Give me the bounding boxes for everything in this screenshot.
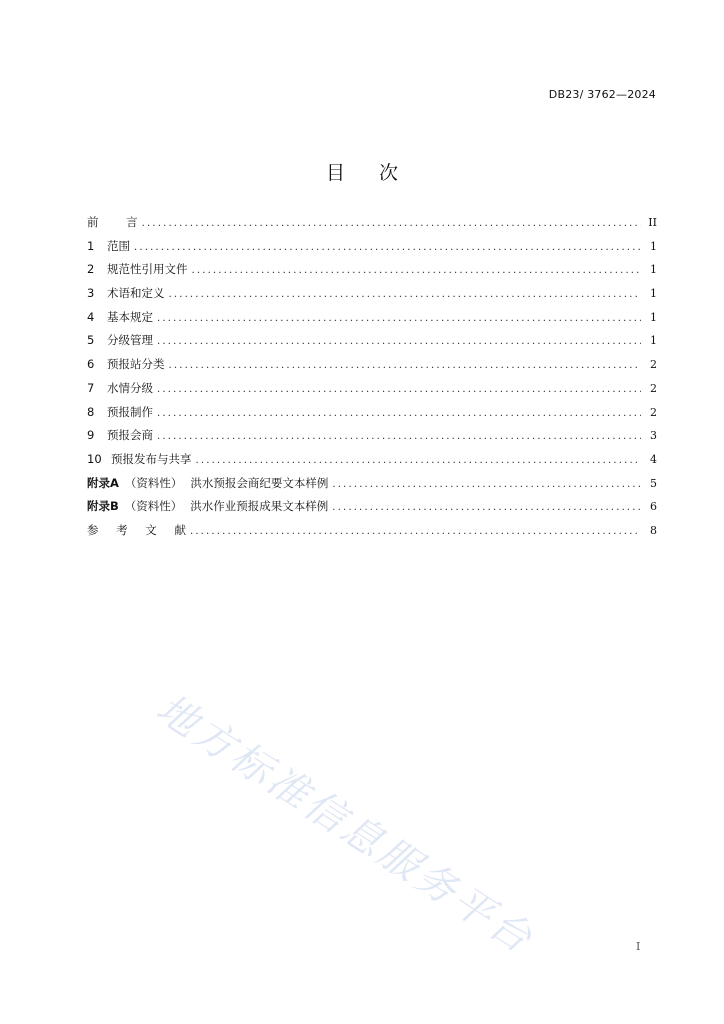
- toc-entry-9[interactable]: [87, 427, 657, 451]
- toc-entry-6[interactable]: [87, 356, 657, 380]
- dot-leader: [142, 218, 641, 229]
- dot-leader: [157, 313, 641, 324]
- dot-leader: [157, 384, 641, 395]
- dot-leader: [169, 289, 642, 300]
- toc-entry-7[interactable]: [87, 380, 657, 404]
- toc-title-char-1: 目: [325, 162, 345, 184]
- toc-entry-number: 5: [87, 333, 95, 348]
- toc-entry-label: 预报会商: [107, 428, 153, 443]
- toc-entry-number: 8: [87, 404, 95, 419]
- dot-leader: [190, 526, 641, 537]
- document-code: DB23/ 3762—2024: [548, 88, 656, 101]
- toc-entry-label: 规范性引用文件: [107, 262, 188, 277]
- toc-page-number: 4: [650, 452, 657, 466]
- toc-entry-label: 预报制作: [107, 404, 153, 419]
- dot-leader: [157, 336, 641, 347]
- toc-entry-number: 3: [87, 286, 95, 301]
- toc-entry-label: 基本规定: [107, 309, 153, 324]
- toc-page-number: 5: [650, 476, 657, 490]
- page-number: I: [636, 940, 641, 953]
- dot-leader: [169, 360, 642, 371]
- toc-entry-8[interactable]: [87, 404, 657, 428]
- toc-entry-label: 预报发布与共享: [111, 451, 192, 466]
- toc-page-number: 8: [650, 523, 657, 537]
- toc-entry-1[interactable]: [87, 238, 657, 262]
- dot-leader: [157, 408, 641, 419]
- toc-entry-label: 参 考 文 献: [87, 522, 186, 537]
- toc-entry-2[interactable]: [87, 261, 657, 285]
- annex-type: （资料性）: [124, 475, 183, 490]
- dot-leader: [332, 479, 641, 490]
- toc-page-number: 2: [650, 381, 657, 395]
- watermark: 地方标准信息服务平台: [148, 685, 543, 964]
- dot-leader: [134, 242, 641, 253]
- toc-page-number: 3: [650, 429, 657, 443]
- toc-entry-4[interactable]: [87, 309, 657, 333]
- annex-title: 洪水作业预报成果文本样例: [190, 499, 329, 514]
- toc-page-number: 1: [650, 287, 657, 301]
- dot-leader: [157, 431, 641, 442]
- annex-label: 附录B: [87, 499, 119, 514]
- toc-entry-foreword[interactable]: [87, 214, 657, 238]
- toc-entry-5[interactable]: [87, 332, 657, 356]
- dot-leader: [332, 502, 641, 513]
- toc-entry-number: 9: [87, 428, 95, 443]
- toc-entry-references[interactable]: [87, 522, 657, 546]
- dot-leader: [196, 455, 642, 466]
- toc-title-char-2: 次: [379, 162, 399, 184]
- toc-entry-10[interactable]: [87, 451, 657, 475]
- toc-entry-annex-a[interactable]: [87, 475, 657, 499]
- toc-page-number: 2: [650, 405, 657, 419]
- table-of-contents: [87, 214, 657, 546]
- toc-entry-label: 前 言: [87, 215, 138, 229]
- toc-page-number: 2: [650, 358, 657, 372]
- toc-page-number: 6: [650, 500, 657, 514]
- annex-type: （资料性）: [124, 499, 183, 514]
- toc-title: [0, 158, 724, 185]
- toc-entry-number: 1: [87, 238, 95, 253]
- toc-entry-label: 分级管理: [107, 333, 153, 348]
- toc-page-number: 1: [650, 310, 657, 324]
- toc-entry-number: 4: [87, 309, 95, 324]
- toc-entry-number: 10: [87, 451, 102, 466]
- toc-entry-number: 6: [87, 357, 95, 372]
- toc-entry-number: 2: [87, 262, 95, 277]
- toc-entry-annex-b[interactable]: [87, 498, 657, 522]
- toc-entry-label: 术语和定义: [107, 286, 165, 301]
- toc-entry-label: 范围: [107, 238, 130, 253]
- toc-entry-number: 7: [87, 380, 95, 395]
- toc-page-number: 1: [650, 239, 657, 253]
- dot-leader: [192, 265, 642, 276]
- toc-page-number: 1: [650, 263, 657, 277]
- toc-entry-label: 预报站分类: [107, 357, 165, 372]
- toc-page-number: II: [648, 216, 657, 229]
- annex-title: 洪水预报会商纪要文本样例: [190, 475, 329, 490]
- annex-label: 附录A: [87, 475, 119, 490]
- toc-entry-3[interactable]: [87, 285, 657, 309]
- toc-entry-label: 水情分级: [107, 380, 153, 395]
- toc-page-number: 1: [650, 334, 657, 348]
